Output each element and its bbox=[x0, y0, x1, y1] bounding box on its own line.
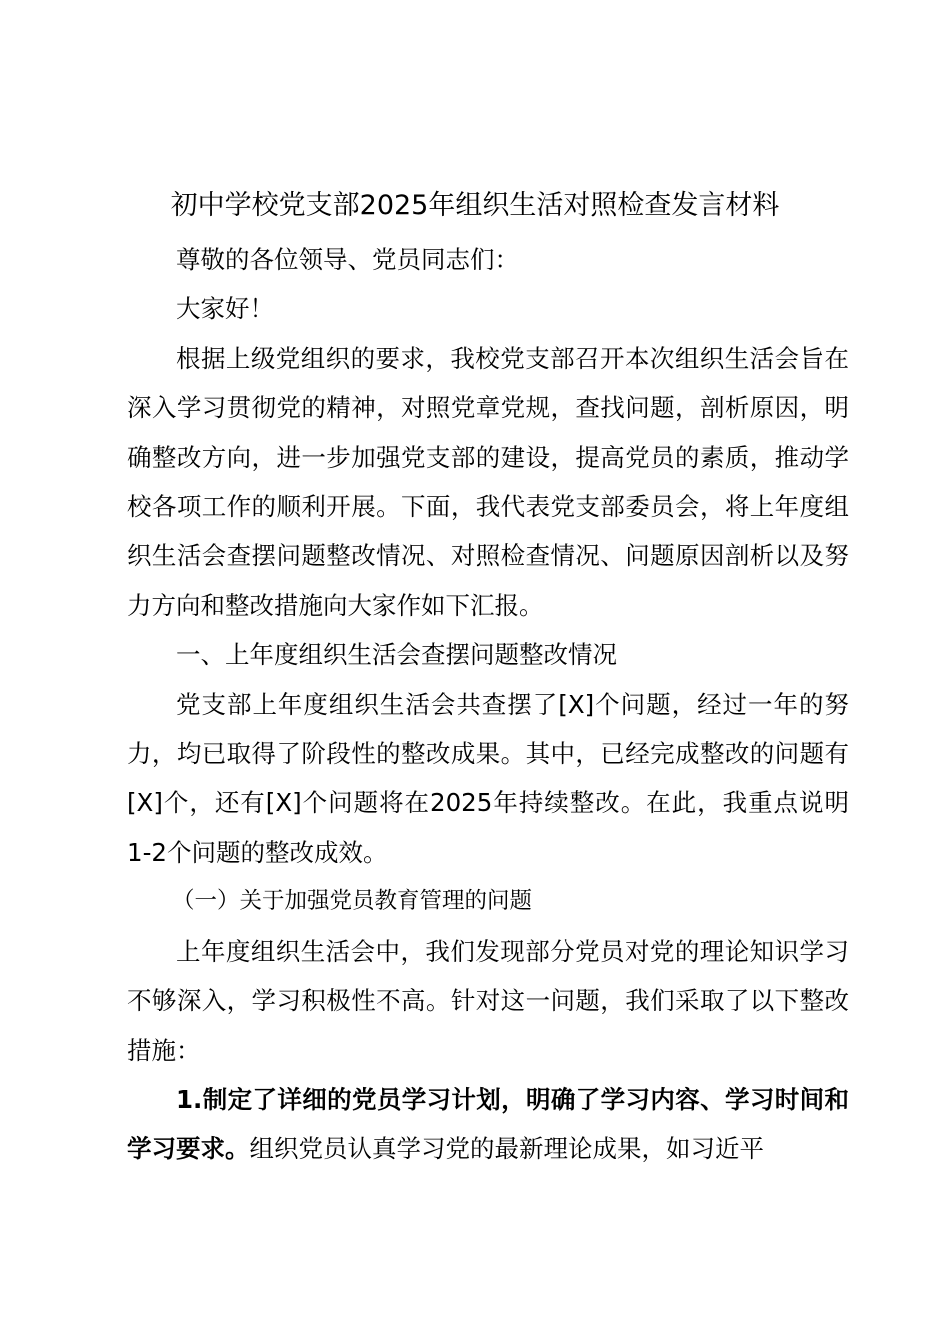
section-heading: 一、上年度组织生活会查摆问题整改情况 bbox=[176, 640, 617, 670]
salutation: 尊敬的各位领导、党员同志们： bbox=[176, 245, 519, 274]
intro-paragraph: 根据上级党组织的要求，我校党支部召开本次组织生活会旨在深入学习贯彻党的精神，对照党章党规，查找问题，剖析原因，明确整改方向，进一步加强党支部的建设，提高党员的素质，推动学校各项工作的顺利开展。下面，我代表党支部委员会，将上年度组织生活会查摆问题整改情况、对照检查情况、问题原因剖析以及努力方向和整改措施向大家作如下汇报。 bbox=[127, 343, 849, 620]
measure-heading: 1.制定了详细的党员学习计划，明确了学习内容、学习时间和学习要求。 bbox=[127, 1084, 849, 1164]
measure-text: 组织党员认真学习党的最新理论成果，如习近平 bbox=[249, 1134, 764, 1164]
greeting: 大家好！ bbox=[176, 294, 274, 324]
document-body bbox=[127, 235, 849, 1174]
measure-paragraph bbox=[127, 1075, 849, 1174]
document-title: 初中学校党支部2025年组织生活对照检查发言材料 bbox=[170, 190, 780, 221]
subsection-heading: （一）关于加强党员教育管理的问题 bbox=[172, 888, 533, 915]
subsection-paragraph: 上年度组织生活会中，我们发现部分党员对党的理论知识学习不够深入，学习积极性不高。针对这一问题，我们采取了以下整改措施： bbox=[127, 936, 849, 1065]
section-paragraph: 党支部上年度组织生活会共查摆了[X]个问题，经过一年的努力，均已取得了阶段性的整改成果。其中，已经完成整改的问题有[X]个，还有[X]个问题将在2025年持续整改。在此，我重点说明1-2个问题的整改成效。 bbox=[127, 689, 849, 867]
